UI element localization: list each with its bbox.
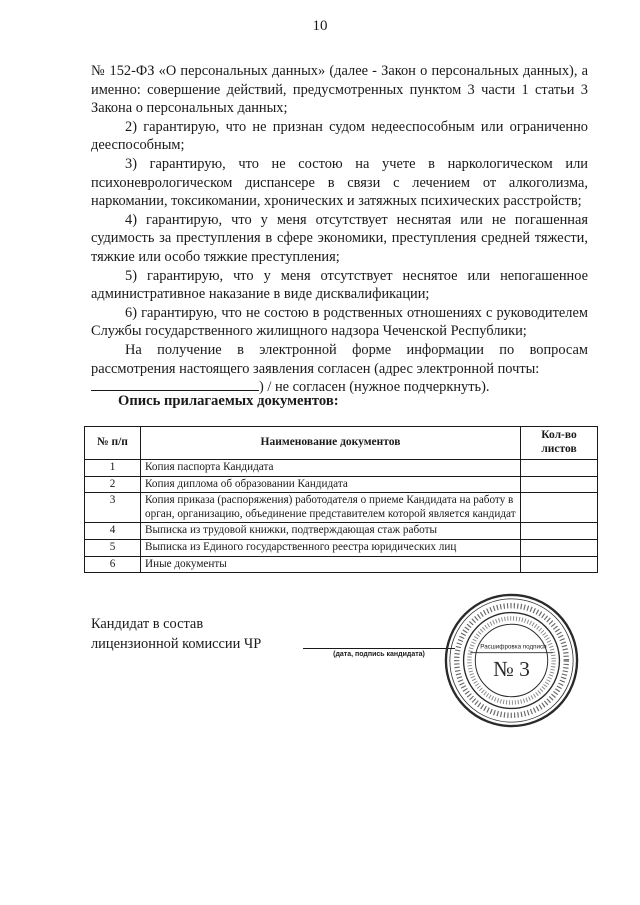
signature-caption: (дата, подпись кандидата) <box>333 651 425 658</box>
paragraph-guarantee-6: 6) гарантирую, что не состою в родственных отношениях с руководителем Службы государственного жилищного надзора Чеченской Республики; <box>91 304 588 340</box>
seal-number: № 3 <box>493 657 530 682</box>
row-number: 3 <box>85 493 141 523</box>
table-row <box>85 476 598 493</box>
paragraph-law-reference: № 152-ФЗ «О персональных данных» (далее - Закон о персональных данных), а именно: совершение действий, предусмотренных пунктом 3 части 1 статьи 3 Закона о персональных данных; <box>91 63 588 117</box>
paragraph-guarantee-4: 4) гарантирую, что у меня отсутствует неснятая или не погашенная судимость за преступления в сфере экономики, преступления средней тяжести, тяжкие или особо тяжкие преступления; <box>91 211 588 265</box>
row-sheet-count <box>521 523 598 540</box>
email-blank-line <box>91 378 259 391</box>
row-sheet-count <box>521 556 598 573</box>
row-sheet-count <box>521 476 598 493</box>
paragraph-guarantee-3: 3) гарантирую, что не состою на учете в наркологическом или психоневрологическом диспансере в связи с лечением от алкоголизма, наркомании, токсикомании, хронических и затяжных психических расстройств; <box>91 155 588 210</box>
row-document-name: Копия приказа (распоряжения) работодателя о приеме Кандидата на работу в орган, организацию, объединение представителем которой является кандидат <box>141 493 521 523</box>
row-number: 6 <box>85 556 141 573</box>
header-document-name: Наименование документов <box>141 427 521 460</box>
signature-label-line-1: Кандидат в состав <box>91 616 204 632</box>
row-document-name: Выписка из трудовой книжки, подтверждающая стаж работы <box>141 523 521 540</box>
header-sheet-count: Кол-во листов <box>521 427 598 460</box>
row-number: 5 <box>85 539 141 556</box>
row-sheet-count <box>521 539 598 556</box>
row-document-name: Выписка из Единого государственного реестра юридических лиц <box>141 539 521 556</box>
table-row <box>85 556 598 573</box>
row-number: 2 <box>85 476 141 493</box>
documents-table <box>84 426 598 573</box>
header-number: № п/п <box>85 427 141 460</box>
table-row <box>85 460 598 477</box>
row-document-name: Копия диплома об образовании Кандидата <box>141 476 521 493</box>
row-document-name: Копия паспорта Кандидата <box>141 460 521 477</box>
consent-tail: ) / не согласен (нужное подчеркнуть). <box>259 379 490 396</box>
paragraph-email-consent: На получение в электронной форме информации по вопросам рассмотрения настоящего заявления согласен (адрес электронной почты: <box>91 341 588 377</box>
table-row <box>85 539 598 556</box>
page-number: 10 <box>312 18 328 34</box>
paragraph-guarantee-2: 2) гарантирую, что не признан судом недееспособным или ограниченно дееспособным; <box>91 118 588 154</box>
application-body <box>91 62 588 397</box>
row-document-name: Иные документы <box>141 556 521 573</box>
signature-label-line-2: лицензионной комиссии ЧР <box>91 635 262 652</box>
table-row <box>85 493 598 523</box>
row-number: 1 <box>85 460 141 477</box>
row-sheet-count <box>521 493 598 523</box>
table-row <box>85 523 598 540</box>
row-number: 4 <box>85 523 141 540</box>
table-header-row <box>85 427 598 460</box>
paragraph-guarantee-5: 5) гарантирую, что у меня отсутствует неснятое или непогашенное административное наказание в виде дисквалификации; <box>91 267 588 303</box>
seal-inner-text: Расшифровка подписи <box>480 643 547 651</box>
official-seal <box>443 592 580 729</box>
row-sheet-count <box>521 460 598 477</box>
signature-line <box>303 648 455 649</box>
signature-label <box>91 615 261 654</box>
inventory-title: Опись прилагаемых документов: <box>118 393 339 409</box>
